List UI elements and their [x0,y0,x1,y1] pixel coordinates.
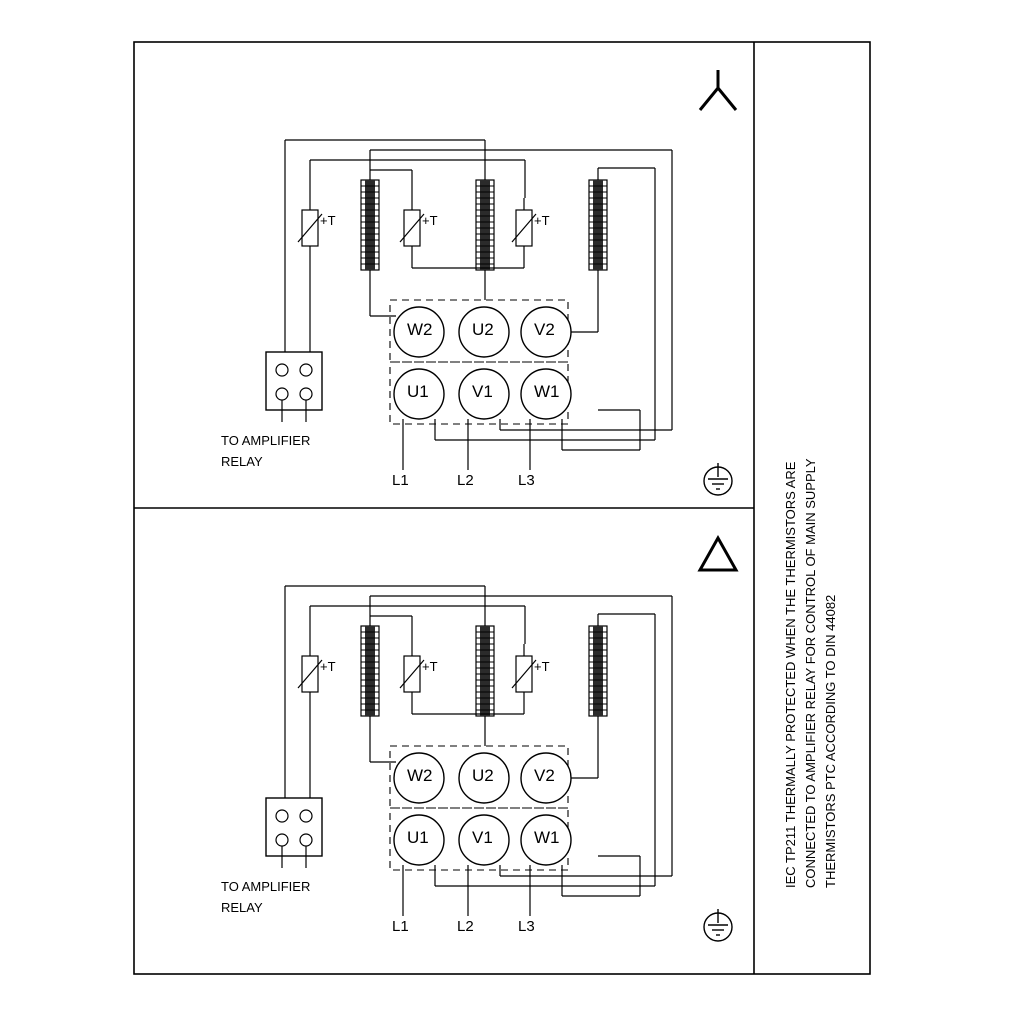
thermistor-label-2-star: +T [422,213,438,228]
thermistor-label-1-delta: +T [320,659,336,674]
delta-symbol [700,538,736,570]
earth-symbol-star [704,463,732,495]
terminal-label-v2-star: V2 [534,320,555,339]
supply-label-l2-star: L2 [457,472,474,489]
supply-label-l1-star: L1 [392,472,409,489]
amplifier-note-line2-star: RELAY [221,454,263,469]
panel-delta [266,586,732,941]
amplifier-note-line1-delta: TO AMPLIFIER [221,879,311,894]
terminal-label-u2-delta: U2 [472,766,494,785]
thermistor-label-1-star: +T [320,213,336,228]
terminal-label-v1-delta: V1 [472,828,493,847]
supply-label-l3-star: L3 [518,472,535,489]
terminal-label-v1-star: V1 [472,382,493,401]
panel-star [266,70,736,495]
amplifier-note-line2-delta: RELAY [221,900,263,915]
amplifier-note-line1-star: TO AMPLIFIER [221,433,311,448]
terminal-label-u1-star: U1 [407,382,429,401]
side-note-line2: CONNECTED TO AMPLIFIER RELAY FOR CONTROL OF MAIN SUPPLY [803,458,818,888]
thermistor-label-3-star: +T [534,213,550,228]
terminal-label-v2-delta: V2 [534,766,555,785]
thermistor-label-3-delta: +T [534,659,550,674]
thermistor-label-2-delta: +T [422,659,438,674]
terminal-label-w1-delta: W1 [534,828,560,847]
terminal-label-w2-star: W2 [407,320,433,339]
supply-label-l1-delta: L1 [392,918,409,935]
terminal-label-u1-delta: U1 [407,828,429,847]
wye-symbol [700,70,736,110]
supply-label-l3-delta: L3 [518,918,535,935]
side-note-line3: THERMISTORS PTC ACCORDING TO DIN 44082 [823,594,838,888]
terminal-label-u2-star: U2 [472,320,494,339]
side-note-line1: IEC TP211 THERMALLY PROTECTED WHEN THE THERMISTORS ARE [783,461,798,888]
terminal-label-w2-delta: W2 [407,766,433,785]
supply-label-l2-delta: L2 [457,918,474,935]
terminal-label-w1-star: W1 [534,382,560,401]
